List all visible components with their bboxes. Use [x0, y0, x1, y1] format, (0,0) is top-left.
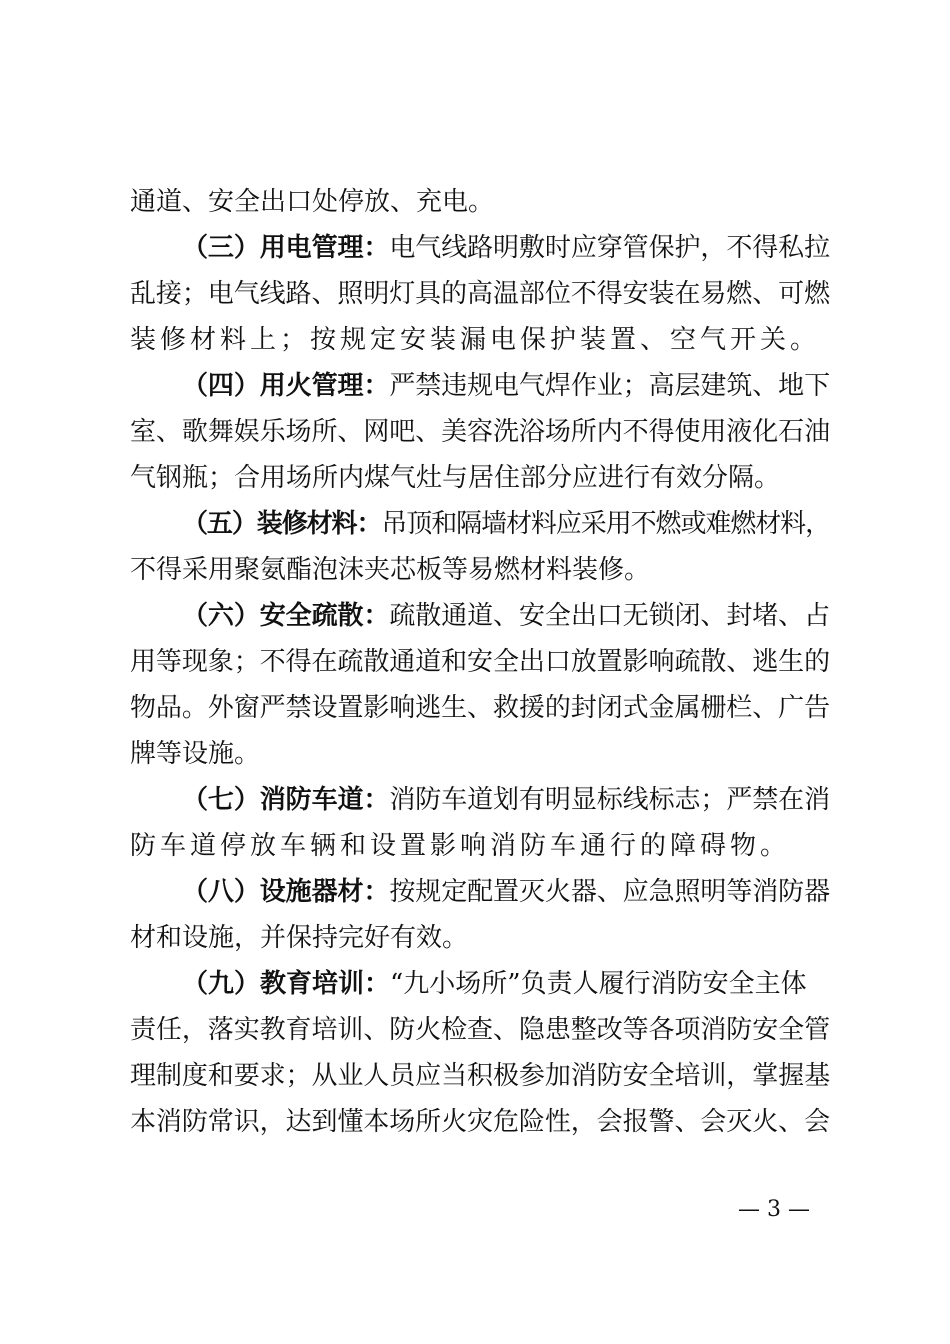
text-line-11: 用等现象；不得在疏散通道和安全出口放置影响疏散、逃生的 [130, 647, 831, 677]
section-heading-7: （七）消防车道： [182, 785, 390, 815]
text-line-16: （八）设施器材：按规定配置灭火器、应急照明等消防器 [182, 877, 831, 907]
section-heading-4: （四）用火管理： [182, 371, 390, 401]
text-line-5: （四）用火管理：严禁违规电气焊作业；高层建筑、地下 [182, 371, 831, 401]
text-line-20: 理制度和要求；从业人员应当积极参加消防安全培训，掌握基 [130, 1061, 831, 1091]
section-heading-8: （八）设施器材： [182, 877, 390, 907]
section-heading-5: （五）装修材料： [182, 509, 382, 539]
text-line-4: 装修材料上；按规定安装漏电保护装置、空气开关。 [130, 325, 821, 355]
section-heading-3: （三）用电管理： [182, 233, 390, 263]
text-line-19: 责任，落实教育培训、防火检查、隐患整改等各项消防安全管 [130, 1015, 831, 1045]
text-line-21: 本消防常识，达到懂本场所火灾危险性，会报警、会灭火、会 [130, 1107, 831, 1137]
page-number: — 3 — [738, 1197, 810, 1222]
text-line-14: （七）消防车道：消防车道划有明显标线标志；严禁在消 [182, 785, 831, 815]
text-line-7: 气钢瓶；合用场所内煤气灶与居住部分应进行有效分隔。 [130, 463, 781, 493]
text-line-12: 物品。外窗严禁设置影响逃生、救援的封闭式金属栅栏、广告 [130, 693, 831, 723]
section-heading-9: （九）教育培训： [182, 969, 391, 999]
text-line-6: 室、歌舞娱乐场所、网吧、美容洗浴场所内不得使用液化石油 [130, 417, 831, 447]
text-line-1: 通道、安全出口处停放、充电。 [130, 187, 495, 217]
text-line-8: （五）装修材料：吊顶和隔墙材料应采用不燃或难燃材料， [182, 509, 831, 539]
text-line-13: 牌等设施。 [130, 739, 261, 769]
text-line-18: （九）教育培训：“九小场所”负责人履行消防安全主体 [182, 969, 807, 999]
text-line-10: （六）安全疏散：疏散通道、安全出口无锁闭、封堵、占 [182, 601, 831, 631]
text-line-2: （三）用电管理：电气线路明敷时应穿管保护，不得私拉 [182, 233, 831, 263]
text-line-15: 防车道停放车辆和设置影响消防车通行的障碍物。 [130, 831, 791, 861]
text-line-17: 材和设施，并保持完好有效。 [130, 923, 469, 953]
text-line-3: 乱接；电气线路、照明灯具的高温部位不得安装在易燃、可燃 [130, 279, 831, 309]
text-line-9: 不得采用聚氨酯泡沫夹芯板等易燃材料装修。 [130, 555, 651, 585]
section-heading-6: （六）安全疏散： [182, 601, 390, 631]
